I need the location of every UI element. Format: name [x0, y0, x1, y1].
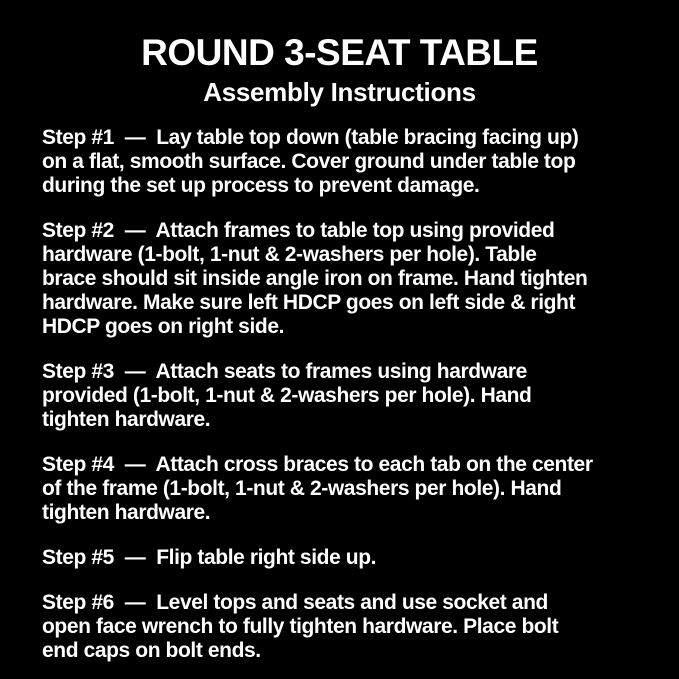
- step-line: Step #6 — Level tops and seats and use socket and: [42, 590, 548, 614]
- step-line: on a flat, smooth surface. Cover ground under table top: [42, 149, 576, 173]
- step-line: Step #5 — Flip table right side up.: [42, 545, 377, 569]
- steps-list: [42, 126, 649, 663]
- step-line: tighten hardware.: [42, 407, 211, 431]
- step-line: hardware (1-bolt, 1-nut & 2-washers per hole). Table: [42, 242, 537, 266]
- step-line: tighten hardware.: [42, 500, 211, 524]
- step-line: Step #3 — Attach seats to frames using hardware: [42, 359, 527, 383]
- step-line: Step #1 — Lay table top down (table bracing facing up): [42, 125, 579, 149]
- step-block: [42, 360, 649, 432]
- step-line: HDCP goes on right side.: [42, 314, 285, 338]
- step-block: [42, 219, 649, 339]
- step-block: [42, 546, 649, 570]
- header: [0, 0, 679, 108]
- step-line: provided (1-bolt, 1-nut & 2-washers per hole). Hand: [42, 383, 532, 407]
- step-line: Step #4 — Attach cross braces to each tab on the center: [42, 452, 593, 476]
- step-line: Step #2 — Attach frames to table top using provided: [42, 218, 555, 242]
- step-line: brace should sit inside angle iron on frame. Hand tighten: [42, 266, 588, 290]
- step-block: [42, 126, 649, 198]
- step-line: of the frame (1-bolt, 1-nut & 2-washers per hole). Hand: [42, 476, 562, 500]
- page-subtitle: Assembly Instructions: [203, 76, 476, 107]
- step-line: end caps on bolt ends.: [42, 638, 261, 662]
- step-line: during the set up process to prevent damage.: [42, 173, 480, 197]
- page-title: ROUND 3-SEAT TABLE: [141, 32, 538, 73]
- step-line: hardware. Make sure left HDCP goes on left side & right: [42, 290, 576, 314]
- step-block: [42, 591, 649, 663]
- step-line: open face wrench to fully tighten hardware. Place bolt: [42, 614, 559, 638]
- step-block: [42, 453, 649, 525]
